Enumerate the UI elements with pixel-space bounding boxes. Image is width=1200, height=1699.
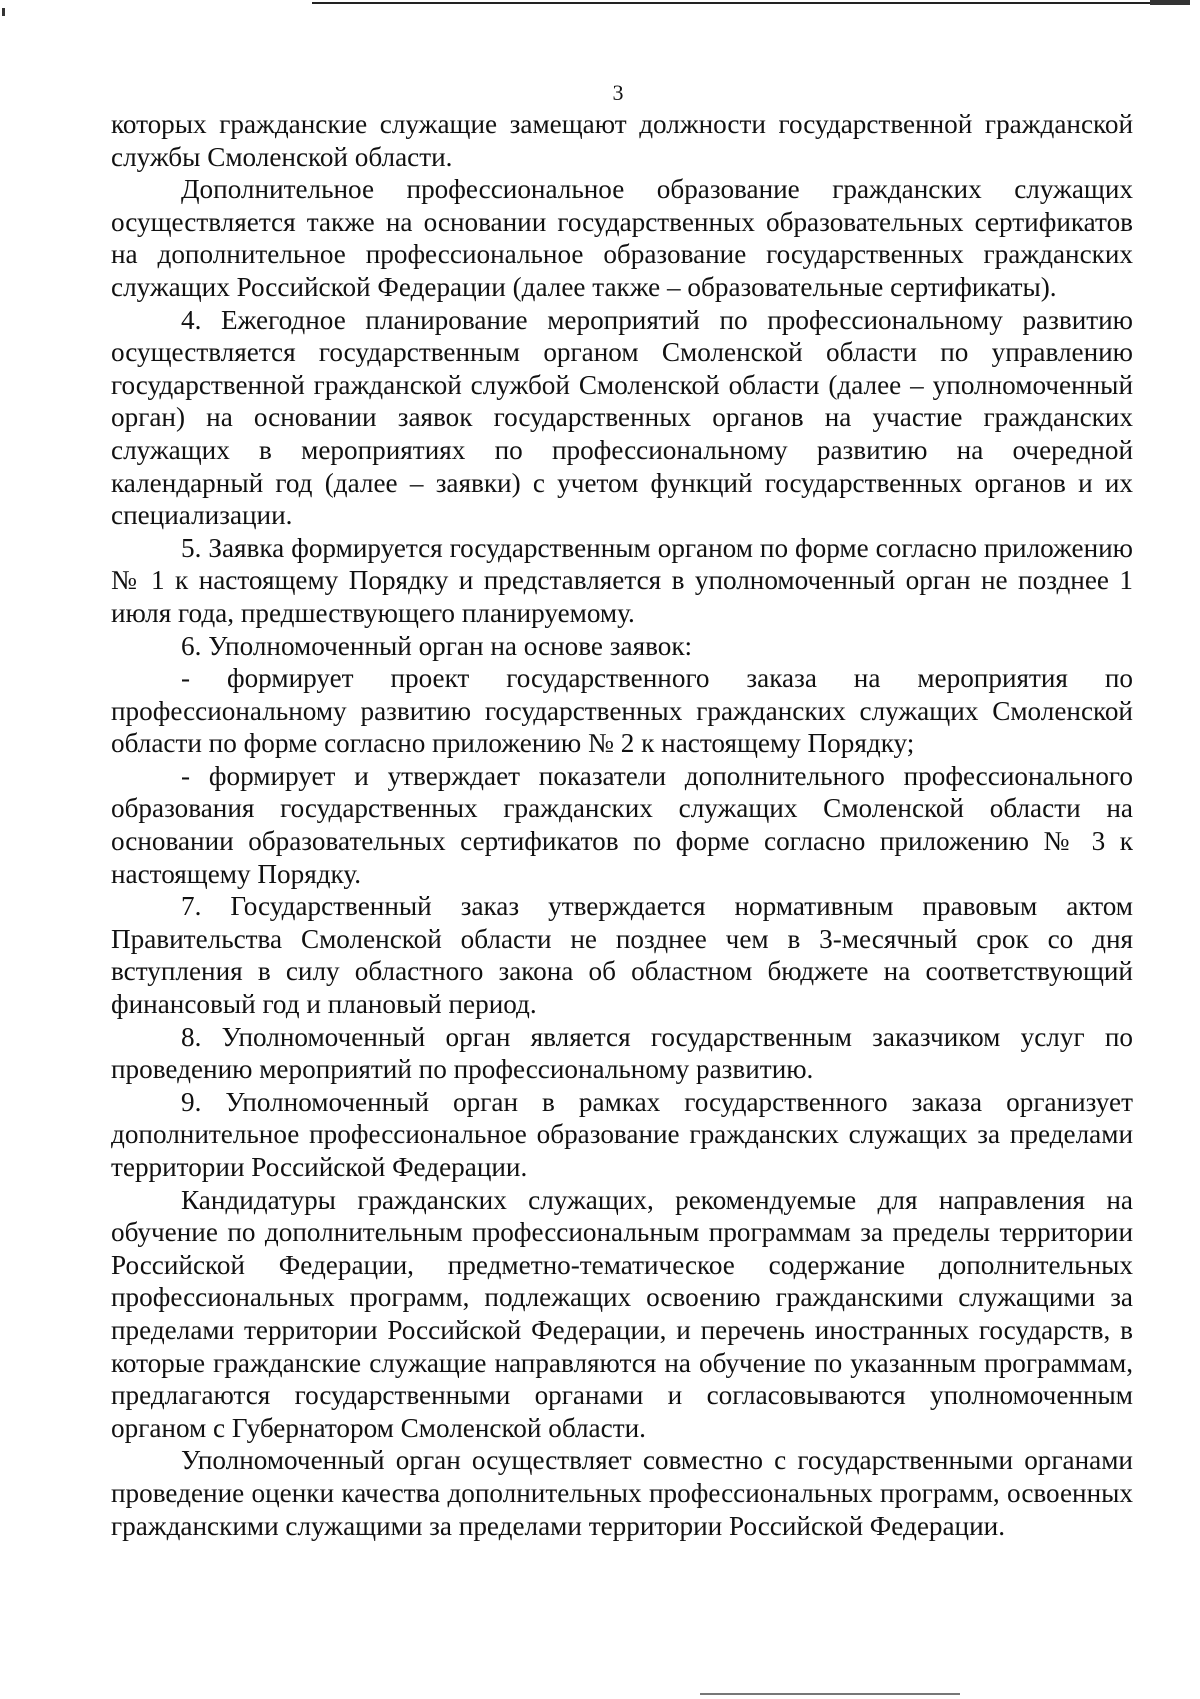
paragraph-item-6: 6. Уполномоченный орган на основе заявок: xyxy=(181,630,693,661)
paragraph: Дополнительное профессиональное образование гражданских служащих осуществляется также на основании государственных образовательных сертификатов на дополнительное профессиональное образование государственных гражданских служащих Российской Федерации (далее также – образовательные сертификаты). xyxy=(111,174,1133,302)
paragraph: Кандидатуры гражданских служащих, рекомендуемые для направления на обучение по дополнительным профессиональным программам за пределы территории Российской Федерации, предметно-тематическое содержание дополнительных профессиональных программ, подлежащих освоению гражданскими служащими за пределами территории Российской Федерации, и перечень иностранных государств, в которые гражданские служащие направляются на обучение по указанным программам, предлагаются государственными органами и согласовываются уполномоченным органом с Губернатором Смоленской области. xyxy=(111,1184,1133,1443)
paragraph-item-9: 9. Уполномоченный орган в рамках государственного заказа организует дополнительное профессиональное образование гражданских служащих за пределами территории Российской Федерации. xyxy=(111,1086,1133,1182)
list-item: - формирует и утверждает показатели дополнительного профессионального образования государственных гражданских служащих Смоленской области на основании образовательных сертификатов по форме согласно приложению № 3 к настоящему Порядку. xyxy=(111,760,1133,889)
paragraph: Уполномоченный орган осуществляет совместно с государственными органами проведение оценки качества дополнительных профессиональных программ, освоенных гражданскими служащими за пределами территории Российской Федерации. xyxy=(111,1445,1133,1541)
document-body xyxy=(111,108,1133,1542)
paragraph: которых гражданские служащие замещают должности государственной гражданской службы Смоленской области. xyxy=(111,109,1133,172)
paragraph-item-7: 7. Государственный заказ утверждается нормативным правовым актом Правительства Смоленской области не позднее чем в 3-месячный срок со дня вступления в силу областного закона об областном бюджете на соответствующий финансовый год и плановый период. xyxy=(111,891,1133,1020)
paragraph-item-5: 5. Заявка формируется государственным органом по форме согласно приложению № 1 к настоящему Порядку и представляется в уполномоченный орган не позднее 1 июля года, предшествующего планируемому. xyxy=(111,532,1133,628)
page-number: 3 xyxy=(612,80,624,105)
scan-artifact-top-right xyxy=(1150,0,1190,5)
scan-artifact-bottom-line xyxy=(700,1693,960,1695)
list-item: - формирует проект государственного заказа на мероприятия по профессиональному развитию государственных гражданских служащих Смоленской области по форме согласно приложению № 2 к настоящему Порядку; xyxy=(111,663,1133,759)
paragraph-item-8: 8. Уполномоченный орган является государственным заказчиком услуг по проведению мероприятий по профессиональному развитию. xyxy=(111,1021,1133,1085)
scan-artifact-top-line xyxy=(312,2,1182,4)
scan-artifact-left xyxy=(2,8,5,16)
paragraph-item-4: 4. Ежегодное планирование мероприятий по профессиональному развитию осуществляется государственным органом Смоленской области по управлению государственной гражданской службой Смоленской области (далее – уполномоченный орган) на основании заявок государственных органов на участие гражданских служащих в мероприятиях по профессиональному развитию на очередной календарный год (далее – заявки) с учетом функций государственных органов и их специализации. xyxy=(111,304,1133,531)
